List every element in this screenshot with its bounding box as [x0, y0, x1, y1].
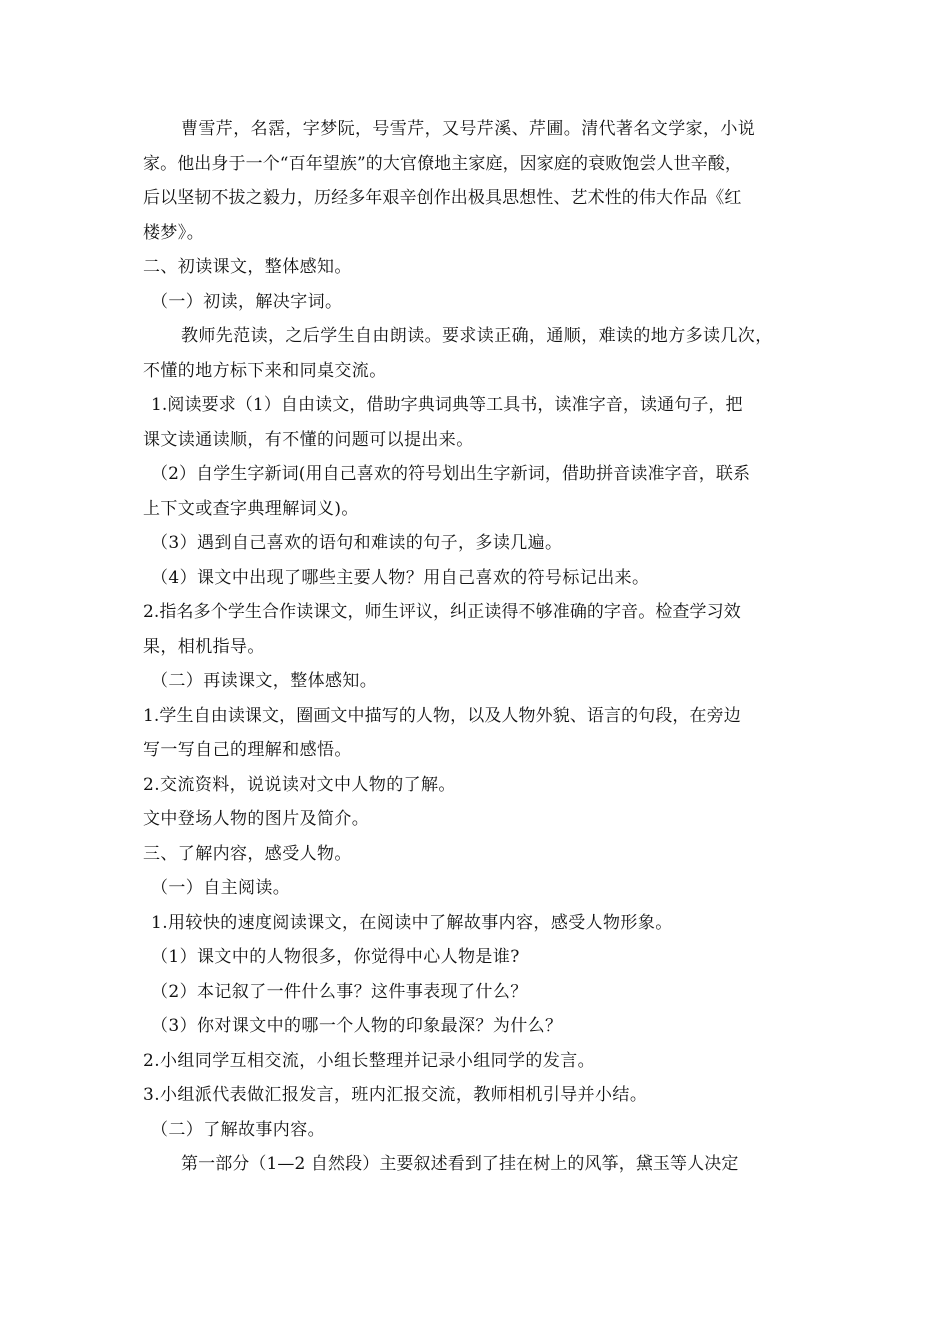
- text-line: 楼梦》。: [143, 222, 205, 243]
- text-line: （3）你对课文中的哪一个人物的印象最深？为什么？: [151, 1016, 563, 1036]
- subsection-heading: （二）再读课文，整体感知。: [151, 671, 378, 691]
- text-line: 1.学生自由读课文，圈画文中描写的人物，以及人物外貌、语言的句段，在旁边: [143, 705, 741, 726]
- text-line: 3.小组派代表做汇报发言，班内汇报交流，教师相机引导并小结。: [143, 1085, 648, 1105]
- subsection-heading: （一）自主阅读。: [151, 878, 291, 898]
- section-heading: 二、初读课文，整体感知。: [143, 257, 352, 277]
- text-line: 2.小组同学互相交流，小组长整理并记录小组同学的发言。: [143, 1050, 596, 1071]
- text-line: 文中登场人物的图片及简介。: [143, 809, 370, 829]
- text-line: 上下文或查字典理解词义)。: [143, 498, 359, 519]
- subsection-heading: （二）了解故事内容。: [151, 1119, 325, 1140]
- text-line: 2.指名多个学生合作读课文，师生评议，纠正读得不够准确的字音。检查学习效: [143, 602, 741, 622]
- text-line: 曹雪芹，名霑，字梦阮，号雪芹，又号芹溪、芹圃。清代著名文学家，小说: [181, 119, 756, 139]
- text-line: 家。他出身于一个“百年望族”的大官僚地主家庭，因家庭的衰败饱尝人世辛酸，: [143, 153, 742, 174]
- section-heading: 三、了解内容，感受人物。: [143, 843, 352, 864]
- text-line: 果，相机指导。: [143, 636, 265, 657]
- text-line: （2）自学生字新词(用自己喜欢的符号划出生字新词，借助拼音读准字音，联系: [151, 464, 751, 484]
- text-line: 不懂的地方标下来和同桌交流。: [143, 360, 387, 381]
- subsection-heading: （一）初读，解决字词。: [151, 291, 343, 312]
- text-line: 后以坚韧不拔之毅力，历经多年艰辛创作出极具思想性、艺术性的伟大作品《红: [143, 188, 742, 208]
- text-line: 第一部分（1—2 自然段）主要叙述看到了挂在树上的风筝，黛玉等人决定: [181, 1154, 739, 1174]
- text-line: 1.用较快的速度阅读课文，在阅读中了解故事内容，感受人物形象。: [151, 912, 673, 933]
- text-line: （1）课文中的人物很多，你觉得中心人物是谁?: [151, 947, 520, 967]
- text-line: 1.阅读要求（1）自由读文，借助字典词典等工具书，读准字音，读通句子，把: [151, 395, 743, 415]
- text-line: 教师先范读，之后学生自由朗读。要求读正确，通顺，难读的地方多读几次，: [181, 326, 773, 346]
- text-line: （2）本记叙了一件什么事？这件事表现了什么？: [151, 981, 528, 1002]
- text-line: 课文读通读顺，有不懂的问题可以提出来。: [143, 429, 474, 450]
- text-line: 2.交流资料，说说读对文中人物的了解。: [143, 774, 456, 795]
- text-line: （4）课文中出现了哪些主要人物？用自己喜欢的符号标记出来。: [151, 567, 650, 588]
- text-line: （3）遇到自己喜欢的语句和难读的句子，多读几遍。: [151, 533, 563, 553]
- document-page: [143, 112, 808, 1182]
- text-line: 写一写自己的理解和感悟。: [143, 740, 352, 760]
